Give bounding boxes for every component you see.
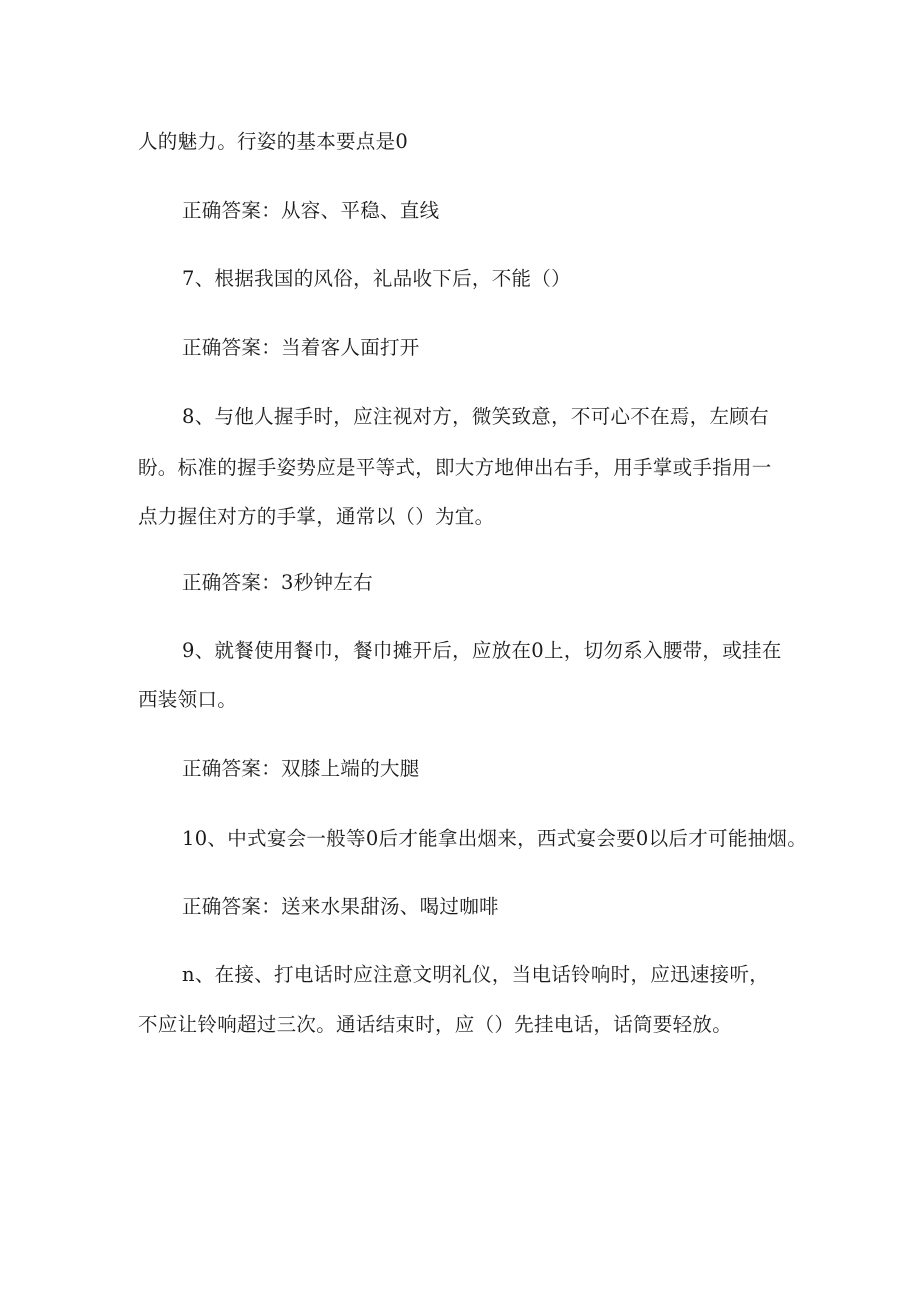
question-9-line-2: 西装领口。 bbox=[138, 688, 238, 711]
question-6-continuation: 人的魅力。行姿的基本要点是0 bbox=[138, 130, 409, 153]
answer-9: 正确答案：双膝上端的大腿 bbox=[182, 757, 420, 780]
answer-10: 正确答案：送来水果甜汤、喝过咖啡 bbox=[182, 895, 499, 918]
question-7: 7、根据我国的风俗，礼品收下后，不能（） bbox=[182, 267, 571, 290]
question-10: 10、中式宴会一般等0后才能拿出烟来，西式宴会要0以后才可能抽烟。 bbox=[182, 827, 808, 850]
answer-8: 正确答案：3秒钟左右 bbox=[182, 571, 373, 594]
question-8-line-2: 盼。标准的握手姿势应是平等式，即大方地伸出右手，用手掌或手指用一 bbox=[138, 456, 772, 479]
question-9-line-1: 9、就餐使用餐巾，餐巾摊开后，应放在0上，切勿系入腰带，或挂在 bbox=[182, 639, 782, 662]
question-8-line-1: 8、与他人握手时，应注视对方，微笑致意，不可心不在焉，左顾右 bbox=[182, 405, 769, 428]
question-11-line-2: 不应让铃响超过三次。通话结束时，应（）先挂电话，话筒要轻放。 bbox=[138, 1013, 733, 1036]
question-11-line-1: n、在接、打电话时应注意文明礼仪，当电话铃响时，应迅速接听， bbox=[182, 963, 770, 986]
answer-7: 正确答案：当着客人面打开 bbox=[182, 336, 420, 359]
answer-6: 正确答案：从容、平稳、直线 bbox=[182, 199, 440, 222]
question-8-line-3: 点力握住对方的手掌，通常以（）为宜。 bbox=[138, 505, 495, 528]
